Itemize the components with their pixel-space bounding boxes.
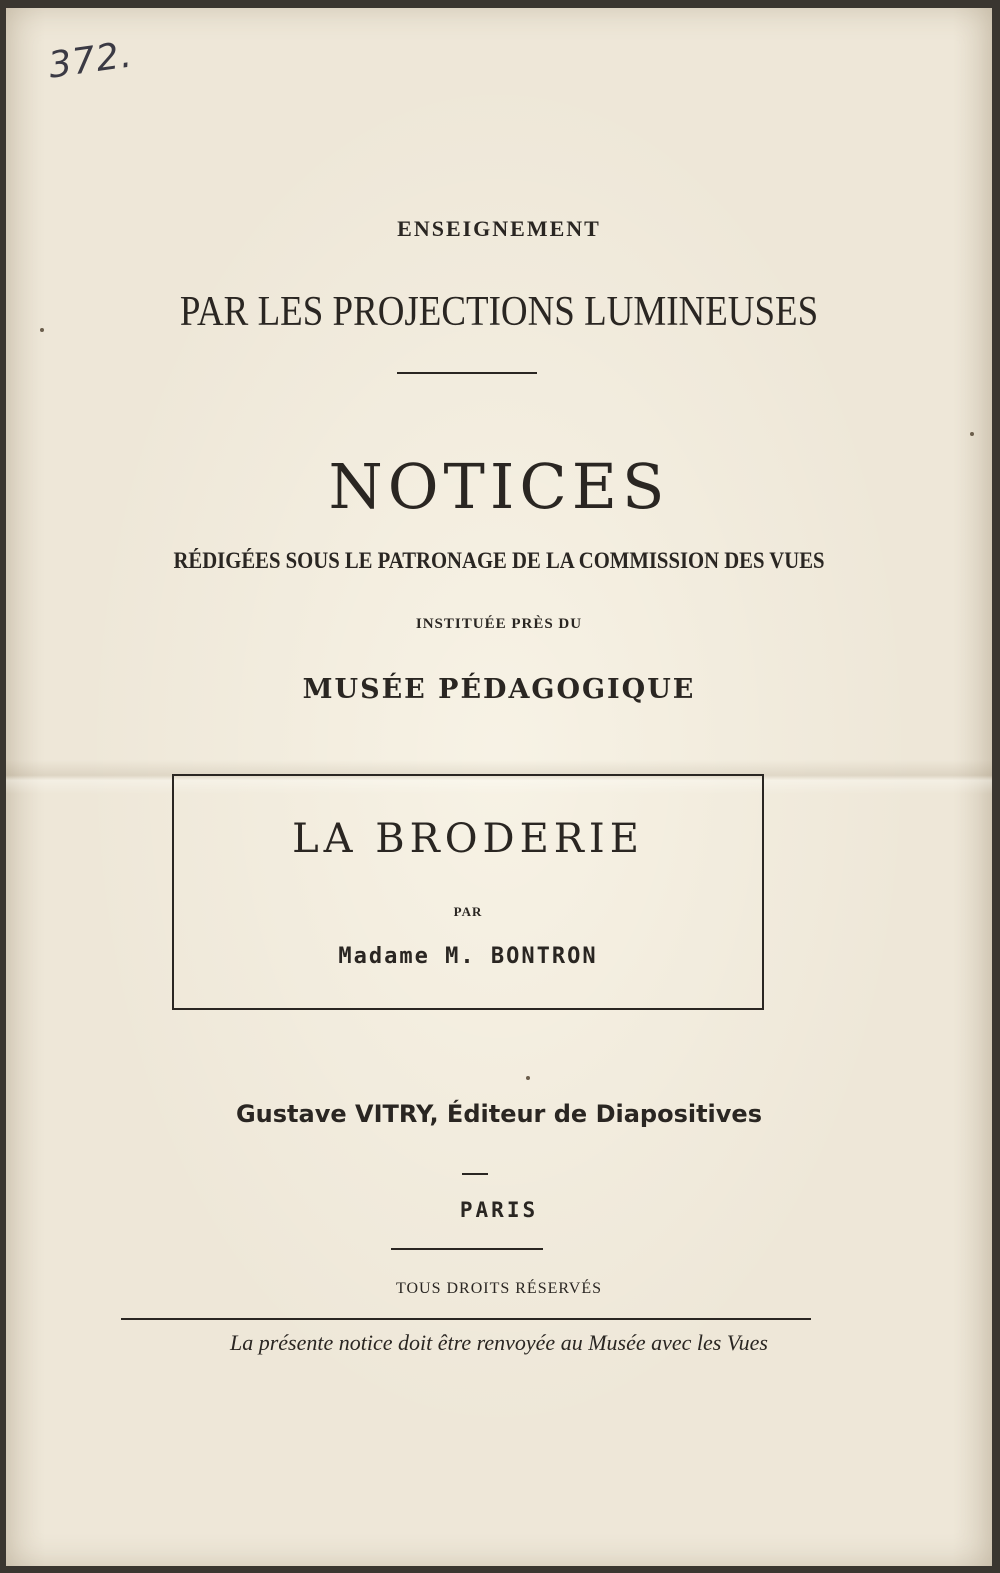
instituee-line: INSTITUÉE PRÈS DU — [415, 616, 583, 632]
return-notice: La présente notice doit être renvoyée au Musée avec les Vues — [230, 1330, 768, 1355]
divider-rule-top — [397, 372, 537, 374]
series-subtitle: PAR LES PROJECTIONS LUMINEUSES — [179, 289, 819, 335]
patronage-line: RÉDIGÉES SOUS LE PATRONAGE DE LA COMMISSION DES VUES — [173, 548, 825, 573]
rights-notice: TOUS DROITS RÉSERVÉS — [395, 1280, 602, 1297]
by-label: PAR — [453, 904, 483, 919]
pamphlet-cover — [6, 8, 992, 1566]
author-name: Madame M. BONTRON — [338, 944, 598, 969]
publisher-line: Gustave VITRY, Éditeur de Diapositives — [235, 1100, 762, 1128]
main-heading: NOTICES — [328, 450, 670, 523]
paper-speck — [526, 1076, 530, 1080]
handwritten-catalog-number: 372. — [46, 34, 136, 87]
paper-speck — [40, 328, 44, 332]
paper-speck — [970, 432, 974, 436]
city-name: PARIS — [459, 1198, 539, 1222]
divider-rule-bottom — [391, 1248, 543, 1250]
short-dash — [462, 1173, 488, 1175]
footer-rule — [121, 1318, 811, 1320]
institution-name: MUSÉE PÉDAGOGIQUE — [302, 674, 696, 705]
title-box — [172, 774, 764, 1010]
series-title: ENSEIGNEMENT — [397, 216, 601, 241]
work-title: LA BRODERIE — [292, 816, 644, 862]
